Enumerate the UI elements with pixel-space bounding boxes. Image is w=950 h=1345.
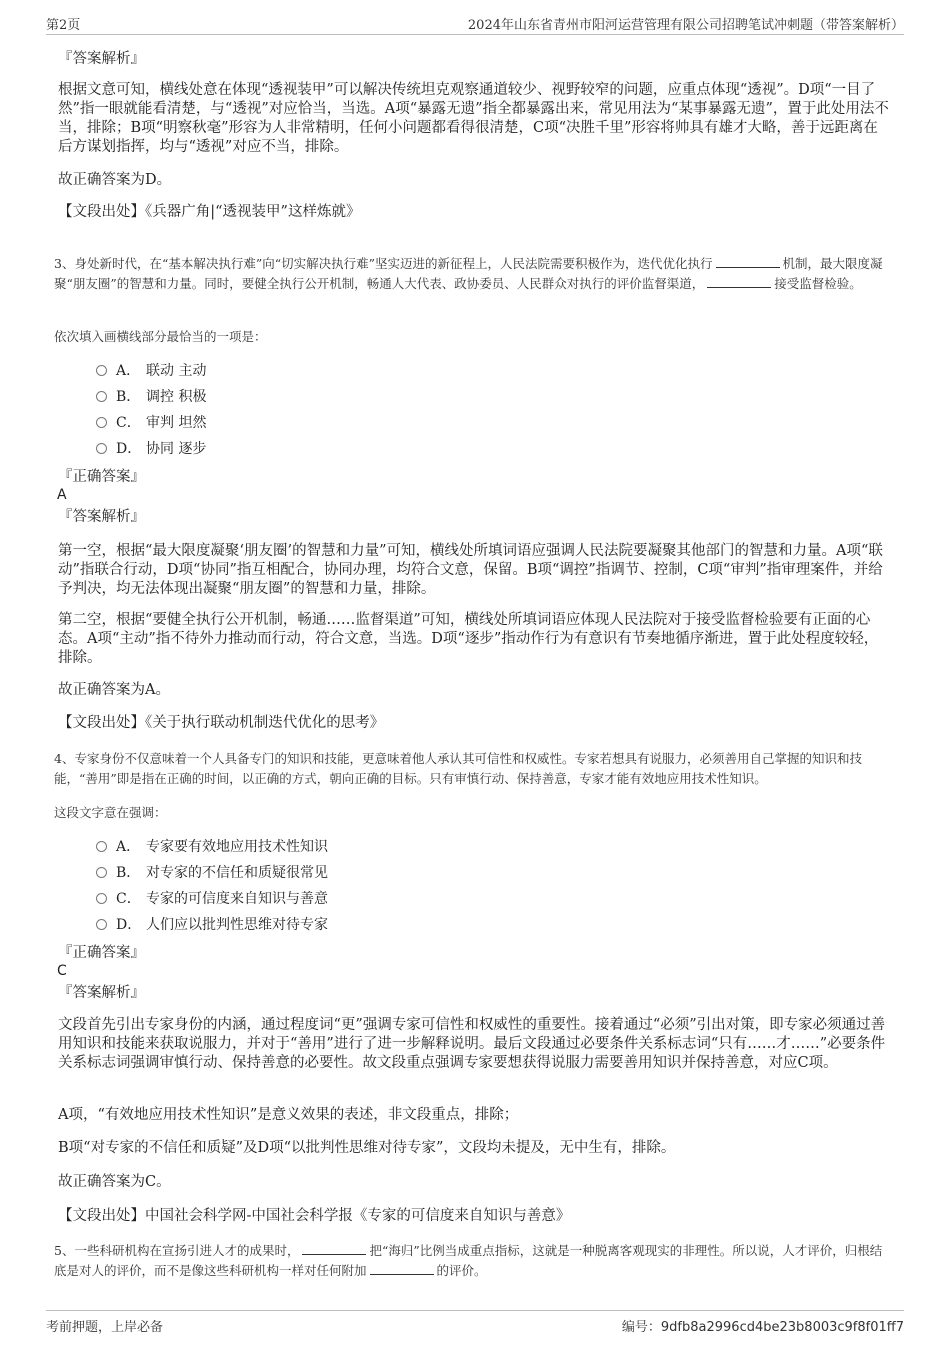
- code-label: 编号：: [621, 1320, 661, 1335]
- q3-blank-2: [707, 275, 771, 288]
- q2-source: 【文段出处】《兵器广角|“透视装甲”这样炼就》: [58, 204, 361, 220]
- q4-option-b[interactable]: B． 对专家的不信任和质疑很常见: [96, 863, 328, 883]
- q3-option-c[interactable]: C． 审判 坦然: [96, 413, 206, 433]
- q3-source: 【文段出处】《关于执行联动机制迭代优化的思考》: [58, 715, 385, 731]
- q5-blank-2: [370, 1262, 434, 1275]
- radio-icon[interactable]: [96, 919, 107, 930]
- radio-icon[interactable]: [96, 867, 107, 878]
- q3-option-a[interactable]: A． 联动 主动: [96, 361, 206, 381]
- q3-prompt: 依次填入画横线部分最恰当的一项是：: [54, 329, 267, 344]
- q3-correct-label: 『正确答案』: [58, 469, 145, 485]
- q4-option-a[interactable]: A． 专家要有效地应用技术性知识: [96, 837, 328, 857]
- q5-blank-1: [302, 1242, 366, 1255]
- q3-correct-answer: A: [57, 487, 67, 503]
- footer-slogan: 考前押题，上岸必备: [46, 1320, 164, 1335]
- q5-stem-part3: 的评价。: [436, 1263, 487, 1278]
- document-code: [622, 1316, 904, 1335]
- q4-conclusion: 故正确答案为C。: [58, 1174, 171, 1190]
- radio-icon[interactable]: [96, 841, 107, 852]
- document-title: 2024年山东省青州市阳河运营管理有限公司招聘笔试冲刺题（带答案解析）: [467, 18, 904, 33]
- q3-analysis-1: 第一空，根据“最大限度凝聚‘朋友圈’的智慧和力量”可知，横线处所填词语应强调人民法院要凝聚其他部门的智慧和力量。A项“联动”指联合行动，D项“协同”指互相配合，协同办理，均符合文意，保留。B项“调控”指调节、控制，C项“审判”指审理案件，并给予判决，均无法体现出凝聚“朋友圈”的智慧和力量，排除。: [58, 543, 883, 597]
- q5-stem: [54, 1241, 892, 1281]
- q4-correct-answer: C: [57, 963, 67, 979]
- code-value: 9dfb8a2996cd4be23b8003c9f8f01ff7: [660, 1320, 904, 1335]
- q2-conclusion: 故正确答案为D。: [58, 172, 172, 188]
- q4-stem: 4、专家身份不仅意味着一个人具备专门的知识和技能，更意味着他人承认其可信性和权威性。专家若想具有说服力，必须善用自己掌握的知识和技能，“善用”即是指在正确的时间，以正确的方式，朝向正确的目标。只有审慎行动、保持善意，专家才能有效地应用技术性知识。: [54, 751, 862, 786]
- radio-icon[interactable]: [96, 391, 107, 402]
- q4-analysis-label: 『答案解析』: [58, 985, 145, 1001]
- q4-prompt: 这段文字意在强调：: [54, 805, 167, 820]
- radio-icon[interactable]: [96, 893, 107, 904]
- q3-conclusion: 故正确答案为A。: [58, 682, 170, 698]
- q3-option-b[interactable]: B． 调控 积极: [96, 387, 206, 407]
- page-number: 第2页: [46, 18, 81, 33]
- page-header: [46, 12, 904, 35]
- q3-stem: [54, 254, 892, 294]
- q5-stem-part2: 把“海归”比例当成重点指标，这就是一种脱离客观现实的非理性。所以说，人才评价，归根结底是对人的评价，而不是像这些科研机构一样对任何附加: [54, 1243, 883, 1278]
- q2-analysis: 根据文意可知，横线处意在体现“透视装甲”可以解决传统坦克观察通道较少、视野较窄的问题，应重点体现“透视”。D项“一目了然”指一眼就能看清楚，与“透视”对应恰当，当选。A项“暴露无遗”指全都暴露出来，常见用法为“某事暴露无遗”，置于此处用法不当，排除；B项“明察秋毫”形容为人非常精明，任何小问题都看得很清楚，C项“决胜千里”形容将帅具有雄才大略，善于远距离在后方谋划指挥，均与“透视”对应不当，排除。: [58, 82, 889, 155]
- page-footer: [46, 1310, 904, 1335]
- q3-blank-1: [716, 255, 780, 268]
- q3-stem-part1: 3、身处新时代，在“基本解决执行难”向“切实解决执行难”坚实迈进的新征程上，人民法院需要积极作为，迭代优化执行: [54, 256, 713, 271]
- q4-analysis-1: 文段首先引出专家身份的内涵，通过程度词“更”强调专家可信性和权威性的重要性。接着通过“必须”引出对策，即专家必须通过善用知识和技能来获取说服力，并对于“善用”进行了进一步解释说明。最后文段通过必要条件关系标志词“只有……才……”必要条件关系标志词强调审慎行动、保持善意的必要性。故文段重点强调专家要想获得说服力需要善用知识并保持善意，对应C项。: [58, 1017, 886, 1071]
- q4-correct-label: 『正确答案』: [58, 945, 145, 961]
- q4-source: 【文段出处】中国社会科学网-中国社会科学报《专家的可信度来自知识与善意》: [58, 1208, 571, 1224]
- q4-option-c[interactable]: C． 专家的可信度来自知识与善意: [96, 889, 328, 909]
- radio-icon[interactable]: [96, 417, 107, 428]
- q3-analysis-label: 『答案解析』: [58, 509, 145, 525]
- q3-option-d[interactable]: D． 协同 逐步: [96, 439, 206, 459]
- q2-analysis-label: 『答案解析』: [58, 51, 145, 67]
- q4-analysis-3: B项“对专家的不信任和质疑”及D项“以批判性思维对待专家”，文段均未提及，无中生有，排除。: [58, 1140, 676, 1156]
- q5-stem-part1: 5、一些科研机构在宣扬引进人才的成果时，: [54, 1243, 300, 1258]
- q4-analysis-2: A项，“有效地应用技术性知识”是意义效果的表述，非文段重点，排除；: [58, 1107, 519, 1123]
- q3-stem-part2: 机制，最大限度凝聚“朋友圈”的智慧和力量。同时，要健全执行公开机制，畅通人大代表、政协委员、人民群众对执行的评价监督渠道，: [54, 256, 883, 291]
- radio-icon[interactable]: [96, 443, 107, 454]
- q3-analysis-2: 第二空，根据“要健全执行公开机制，畅通……监督渠道”可知，横线处所填词语应体现人民法院对于接受监督检验要有正面的心态。A项“主动”指不待外力推动而行动，符合文意，当选。D项“逐步”指动作行为有意识有节奏地循序渐进，置于此处程度较轻，排除。: [58, 612, 879, 666]
- q3-stem-part3: 接受监督检验。: [774, 276, 862, 291]
- radio-icon[interactable]: [96, 365, 107, 376]
- q4-option-d[interactable]: D． 人们应以批判性思维对待专家: [96, 915, 328, 935]
